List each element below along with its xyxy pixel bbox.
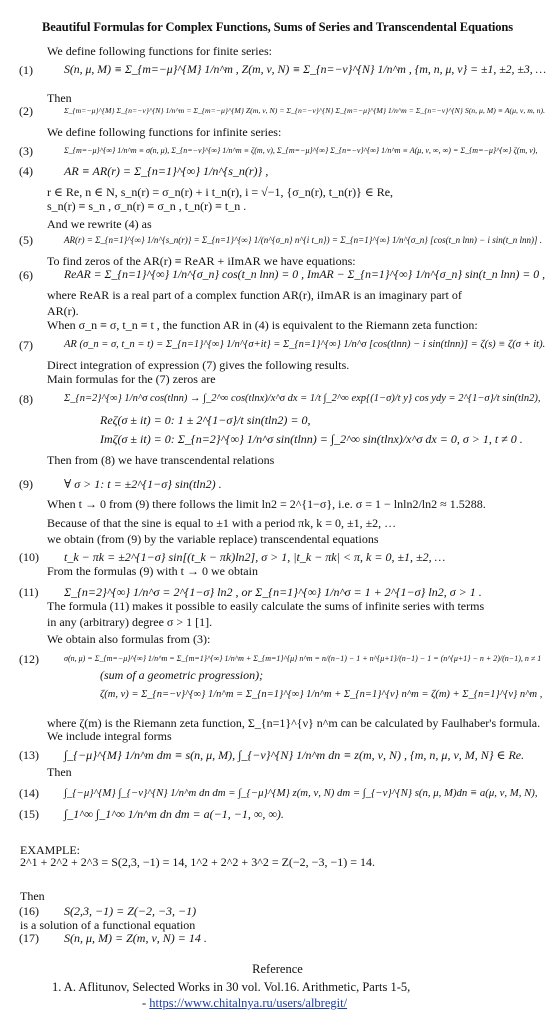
equation-line: S(n, μ, M) = Z(m, ν, N) = 14 . (64, 931, 207, 945)
text-line: AR(r). (47, 304, 79, 318)
text-line: Main formulas for the (7) zeros are (47, 372, 216, 386)
equation-line: Σ_{n=2}^{∞} 1/n^σ = 2^{1−σ} ln2 , or Σ_{n=1}^{∞} 1/n^σ = 1 + 2^{1−σ} ln2, σ > 1 . (64, 585, 482, 599)
text-line: r ∈ Re, n ∈ N, s_n(r) = σ_n(r) + i t_n(r), i = √−1, {σ_n(r), t_n(r)} ∈ Re, (47, 185, 394, 199)
equation-line: Imζ(σ ± it) = 0: Σ_{n=2}^{∞} 1/n^σ sin(tlnn) = ∫_2^∞ sin(tlnx)/x^σ dx = 0, σ > 1, t ≠ 0 . (100, 432, 523, 446)
equation-line: Σ_{m=−μ}^{∞} 1/n^m ≡ σ(n, μ), Σ_{n=−ν}^{∞} 1/n^m ≡ ζ(m, ν), Σ_{m=−μ}^{∞} Σ_{n=−ν}^{∞} 1/n^m ≡ A(μ, ν, ∞, ∞) = Σ_{m=−μ}^{∞} ζ(m, ν), (64, 146, 538, 155)
text-line: s_n(r) ≡ s_n , σ_n(r) ≡ σ_n , t_n(r) ≡ t_n . (47, 199, 247, 213)
text-line: We define following functions for finite series: (47, 44, 272, 58)
equation-line: AR(r) = Σ_{n=1}^{∞} 1/n^{s_n(r)} = Σ_{n=1}^{∞} 1/(n^{σ_n} n^{i t_n}) = Σ_{n=1}^{∞} 1/n^{σ_n} [cos(t_n lnn) − i sin(t_n lnn)] . (64, 235, 542, 245)
text-line: Because of that the sine is equal to ±1 with a period πk, k = 0, ±1, ±2, … (47, 516, 397, 530)
equation-number: (17) (19, 931, 39, 945)
equation-number: (5) (19, 233, 33, 247)
equation-number: (3) (19, 144, 33, 158)
text-line: is a solution of a functional equation (20, 918, 196, 932)
paper-title: Beautiful Formulas for Complex Functions, Sums of Series and Transcendental Equations (41, 20, 514, 34)
equation-line: Reζ(σ ± it) = 0: 1 ± 2^{1−σ}/t sin(tln2) = 0, (100, 413, 311, 427)
equation-line: ∫_{−μ}^{M} ∫_{−ν}^{N} 1/n^m dn dm = ∫_{−μ}^{M} z(m, ν, N) dm = ∫_{−ν}^{N} s(n, μ, M)dn ≡ a(μ, ν, M, N), (64, 787, 538, 799)
reference-heading: Reference (252, 962, 303, 976)
equation-number: (2) (19, 104, 33, 118)
text-line: From the formulas (9) with t → 0 we obtain (47, 564, 258, 578)
equation-line: Σ_{n=2}^{∞} 1/n^σ cos(tlnn) → ∫_2^∞ cos(tlnx)/x^σ dx = 1/t ∫_2^∞ exp{(1−σ)/t y} cos ydy = 2^{1−σ}/t sin(tln2), (64, 393, 541, 404)
text-line: Then (47, 765, 72, 779)
equation-number: (7) (19, 338, 33, 352)
reference-link[interactable]: https://www.chitalnya.ru/users/albregit/ (149, 996, 348, 1010)
equation-number: (9) (19, 477, 33, 491)
text-line: To find zeros of the AR(r) ≡ ReAR + iImAR we have equations: (47, 254, 356, 268)
equation-number: (16) (19, 904, 39, 918)
text-line: where ζ(m) is the Riemann zeta function, Σ_{n=1}^{ν} n^m can be calculated by Faulhaber's formula. (47, 716, 541, 730)
equation-line: ReAR = Σ_{n=1}^{∞} 1/n^{σ_n} cos(t_n lnn) = 0 , ImAR − Σ_{n=1}^{∞} 1/n^{σ_n} sin(t_n lnn) = 0 , (64, 268, 546, 281)
text-line: Direct integration of expression (7) gives the following results. (47, 358, 350, 372)
equation-number: (10) (19, 550, 39, 564)
text-line: When σ_n ≡ σ, t_n ≡ t , the function AR in (4) is equivalent to the Riemann zeta function: (47, 318, 478, 332)
equation-number: (6) (19, 268, 33, 282)
reference-link-line (142, 996, 347, 1010)
equation-line: AR ≡ AR(r) = Σ_{n=1}^{∞} 1/n^{s_n(r)} , (64, 164, 269, 178)
text-line: we obtain (from (9) by the variable replace) transcendental equations (47, 532, 379, 546)
equation-number: (12) (19, 652, 39, 666)
text-line: Then (20, 889, 45, 903)
equation-line: S(n, μ, M) ≡ Σ_{m=−μ}^{M} 1/n^m , Z(m, ν, N) ≡ Σ_{n=−ν}^{N} 1/n^m , {m, n, μ, ν} = ±1, ±2, ±3, … (64, 63, 547, 76)
equation-line: Σ_{m=−μ}^{M} Σ_{n=−ν}^{N} 1/n^m = Σ_{m=−μ}^{M} Z(m, ν, N) = Σ_{n=−ν}^{N} Σ_{m=−μ}^{M} 1/n^m = Σ_{n=−ν}^{N} S(n, μ, M) ≡ A(μ, ν, m, n). (64, 106, 546, 115)
equation-line: AR (σ_n = σ, t_n = t) = Σ_{n=1}^{∞} 1/n^{σ+it} = Σ_{n=1}^{∞} 1/n^σ [cos(tlnn) − i sin(tlnn)] = ζ(s) ≡ ζ(σ + it). (64, 339, 546, 350)
text-line: EXAMPLE: (20, 843, 80, 857)
reference-line: 1. A. Aflitunov, Selected Works in 30 vol. Vol.16. Arithmetic, Parts 1-5, (52, 980, 411, 994)
equation-line: (sum of a geometric progression); (100, 668, 264, 682)
equation-line: ∫_{−μ}^{M} 1/n^m dm ≡ s(n, μ, M), ∫_{−ν}^{N} 1/n^m dn ≡ z(m, ν, N) , {m, n, μ, ν, M, N} ∈ Re. (64, 748, 525, 762)
text-line: in any (arbitrary) degree σ > 1 [1]. (47, 615, 213, 629)
text-line: 2^1 + 2^2 + 2^3 = S(2,3, −1) = 14, 1^2 + 2^2 + 3^2 = Z(−2, −3, −1) = 14. (20, 855, 375, 869)
equation-line: t_k − πk = ±2^{1−σ} sin[(t_k − πk)ln2], σ > 1, |t_k − πk| < π, k = 0, ±1, ±2, … (64, 550, 446, 564)
text-line: The formula (11) makes it possible to easily calculate the sums of infinite series with terms (47, 599, 485, 613)
equation-number: (14) (19, 786, 39, 800)
text-line: We include integral forms (47, 729, 172, 743)
equation-number: (11) (19, 585, 39, 599)
equation-line: ∀ σ > 1: t = ±2^{1−σ} sin(tln2) . (64, 477, 222, 491)
text-line: When t → 0 from (9) there follows the limit ln2 = 2^{1−σ}, i.e. σ = 1 − lnln2/ln2 ≈ 1.5288. (47, 497, 486, 511)
text-line: We obtain also formulas from (3): (47, 632, 211, 646)
equation-number: (13) (19, 748, 39, 762)
equation-number: (4) (19, 164, 33, 178)
text-line: We define following functions for infinite series: (47, 125, 282, 139)
text-line: where ReAR is a real part of a complex function AR(r), iImAR is an imaginary part of (47, 288, 462, 302)
equation-number: (1) (19, 63, 33, 77)
equation-line: σ(n, μ) = Σ_{m=−μ}^{∞} 1/n^m = Σ_{m=1}^{∞} 1/n^m + Σ_{m=1}^{μ} n^m = n/(n−1) − 1 + n^{μ+1}/(n−1) − 1 = (n^{μ+1} − n + 2)/(n−1), n ≠ 1 (64, 654, 542, 663)
equation-number: (15) (19, 807, 39, 821)
equation-line: ∫_1^∞ ∫_1^∞ 1/n^m dn dm = a(−1, −1, ∞, ∞). (64, 807, 284, 821)
equation-number: (8) (19, 392, 33, 406)
reference-dash: - (142, 996, 150, 1010)
equation-line: S(2,3, −1) = Z(−2, −3, −1) (64, 904, 197, 918)
text-line: Then (47, 91, 72, 105)
text-line: And we rewrite (4) as (47, 217, 152, 231)
equation-line: ζ(m, ν) = Σ_{n=−ν}^{∞} 1/n^m = Σ_{n=1}^{∞} 1/n^m + Σ_{n=1}^{ν} n^m = ζ(m) + Σ_{n=1}^{ν} n^m , (100, 689, 543, 700)
text-line: Then from (8) we have transcendental relations (47, 453, 275, 467)
